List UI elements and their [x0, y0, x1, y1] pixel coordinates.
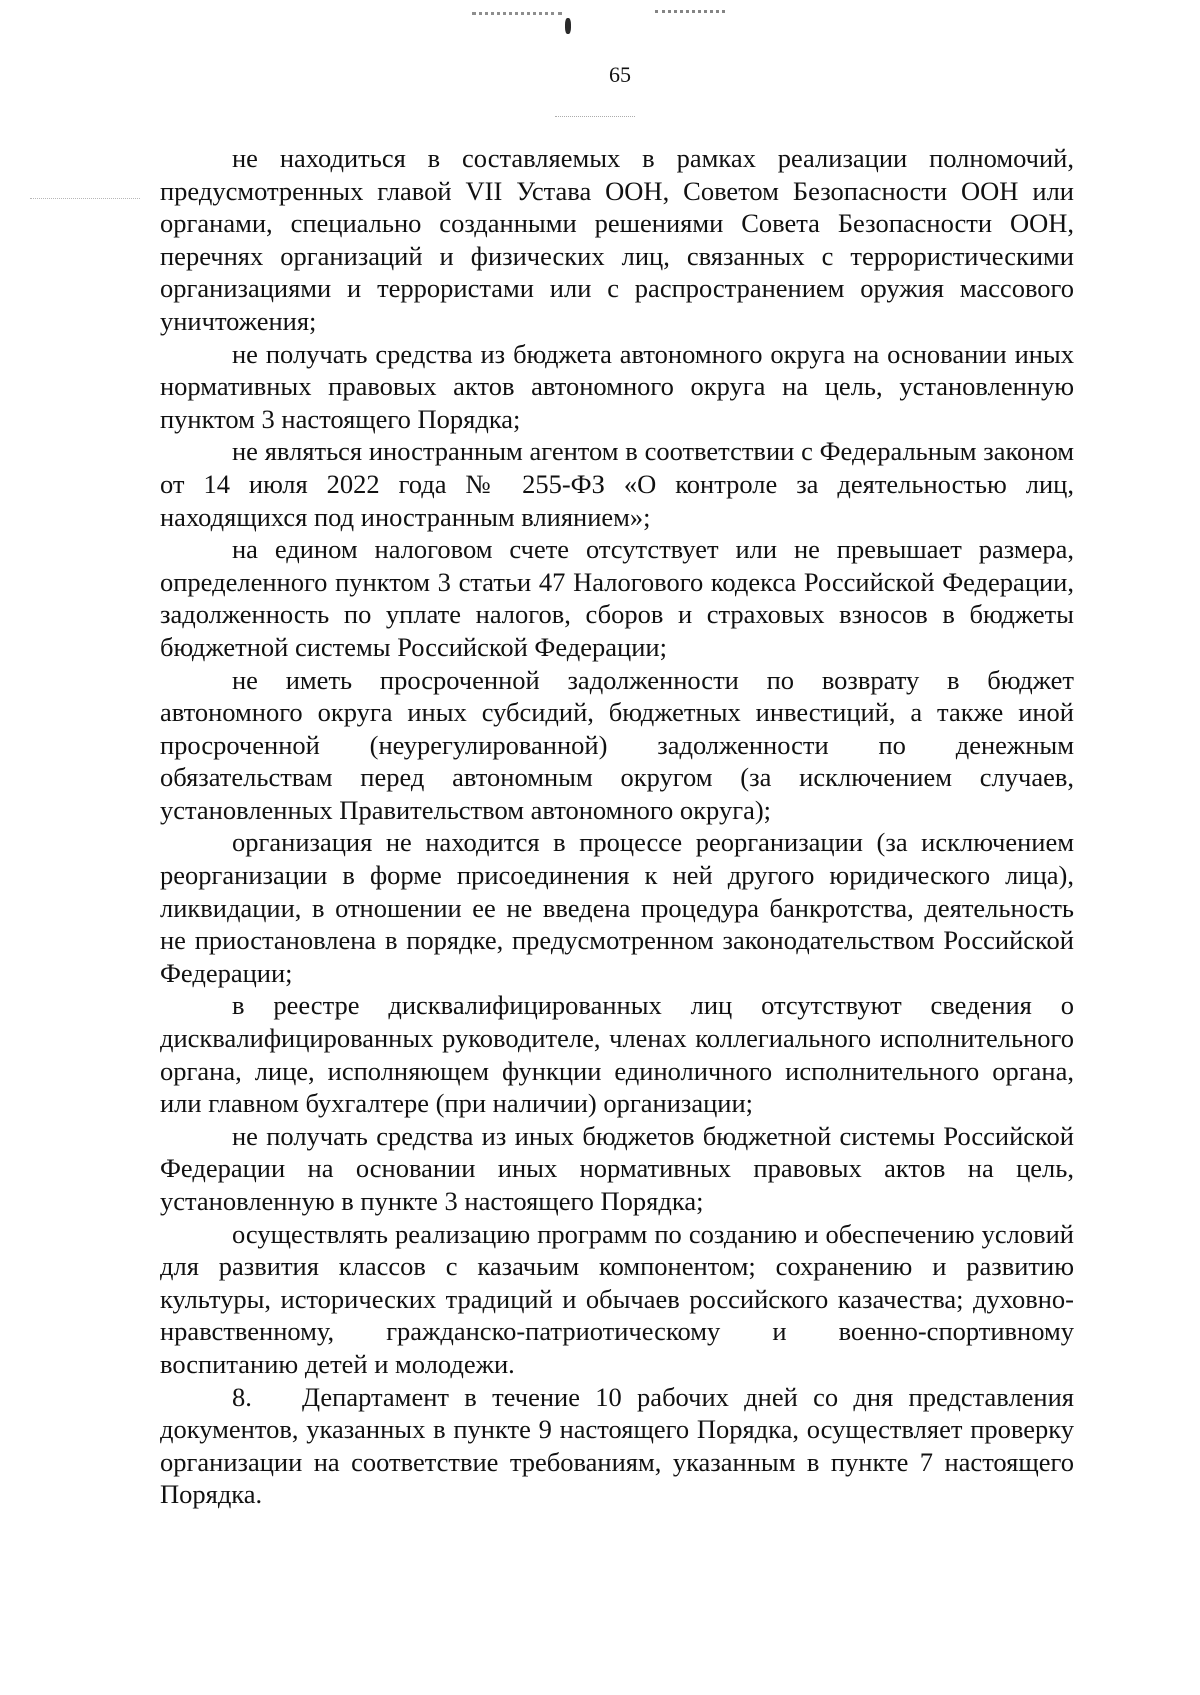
paragraph-no-district-funds: не получать средства из бюджета автономного округа на основании иных нормативных правовых актов автономного округа на цель, установленную пунктом 3 настоящего Порядка;: [160, 338, 1074, 434]
paragraph-un-lists: не находиться в составляемых в рамках реализации полномочий, предусмотренных главой VII Устава ООН, Советом Безопасности ООН или органами, специально созданными решениями Совета Безопасности ООН, перечнях организаций и физических лиц, связанных с террористическими организациями и террористами или с распространением оружия массового уничтожения;: [160, 143, 1074, 336]
paragraph-overdue-debt: не иметь просроченной задолженности по возврату в бюджет автономного округа иных субсидий, бюджетных инвестиций, а также иной просроченной (неурегулированной) задолженности по денежным обязательствам перед автономным округом (за исключением случаев, установленных Правительством автономного округа);: [160, 664, 1074, 825]
scan-artifact-speck: [565, 18, 571, 34]
scan-artifact-under-number: [555, 116, 635, 117]
paragraph-number: 8.: [232, 1381, 252, 1412]
scan-artifact-top-left: [472, 12, 562, 15]
numbered-paragraph-8: [160, 1381, 1074, 1511]
scan-artifact-top-right: [655, 10, 725, 13]
paragraph-disqualified-registry: в реестре дисквалифицированных лиц отсутствуют сведения о дисквалифицированных руководителе, членах коллегиального исполнительного органа, лице, исполняющем функции единоличного исполнительного органа, или главном бухгалтере (при наличии) организации;: [160, 990, 1074, 1119]
paragraph-tax-account: на едином налоговом счете отсутствует или не превышает размера, определенного пунктом 3 статьи 47 Налогового кодекса Российской Федерации, задолженность по уплате налогов, сборов и страховых взносов в бюджеты бюджетной системы Российской Федерации;: [160, 534, 1074, 662]
scan-artifact-left-margin: [30, 198, 140, 199]
paragraph-other-budgets: не получать средства из иных бюджетов бюджетной системы Российской Федерации на основании иных нормативных правовых актов на цель, установленную в пункте 3 настоящего Порядка;: [160, 1120, 1074, 1216]
paragraph-foreign-agent: не являться иностранным агентом в соответствии с Федеральным законом от 14 июля 2022 года № 255-ФЗ «О контроле за деятельностью лиц, находящихся под иностранным влиянием»;: [160, 436, 1074, 532]
document-body: [160, 142, 1074, 1511]
paragraph-reorganization: организация не находится в процессе реорганизации (за исключением реорганизации в форме присоединения к ней другого юридического лица), ликвидации, в отношении ее не введена процедура банкротства, деятельность не приостановлена в порядке, предусмотренном законодательством Российской Федерации;: [160, 827, 1074, 988]
paragraph-programs: осуществлять реализацию программ по созданию и обеспечению условий для развития классов с казачьим компонентом; сохранению и развитию культуры, исторических традиций и обычаев российского казачества; духовно-нравственному, гражданско-патриотическому и военно-спортивному воспитанию детей и молодежи.: [160, 1218, 1074, 1379]
numbered-paragraph-text: Департамент в течение 10 рабочих дней со дня представления документов, указанных в пункте 9 настоящего Порядка, осуществляет проверку организации на соответствие требованиям, указанным в пункте 7 настоящего Порядка.: [160, 1381, 1074, 1510]
page-number: 65: [609, 62, 631, 87]
